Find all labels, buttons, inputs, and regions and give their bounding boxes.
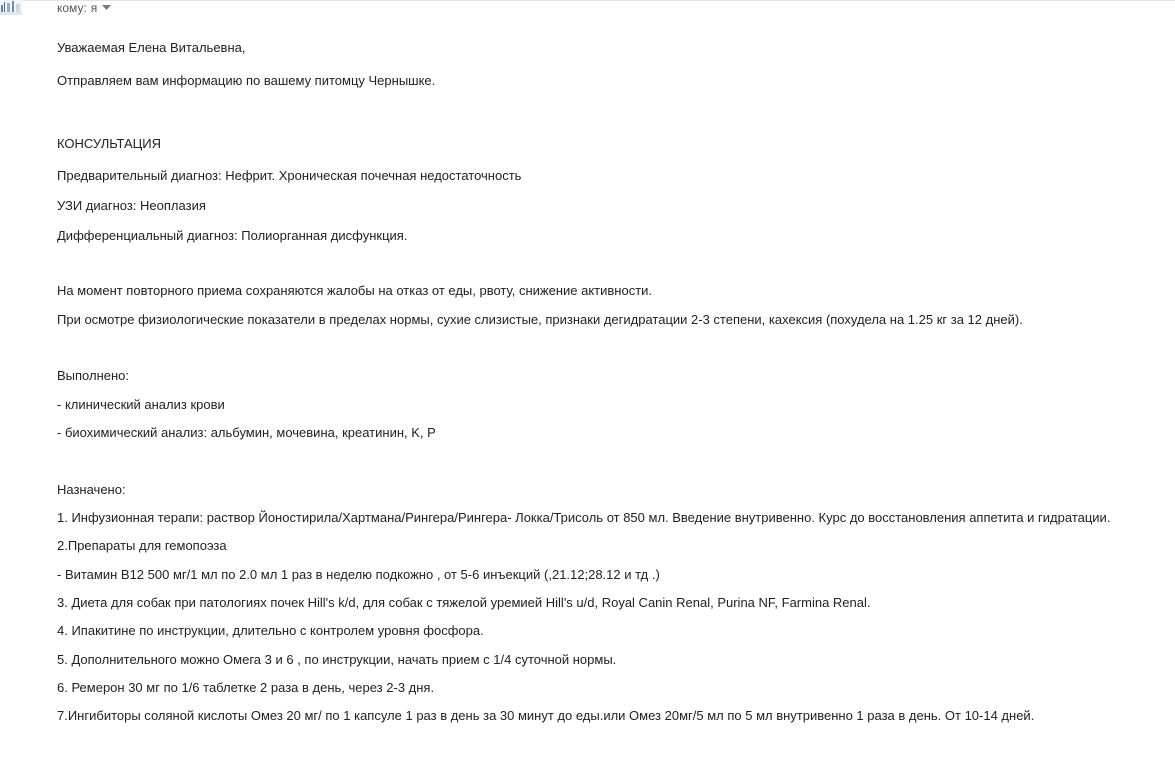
prescription-item: 5. Дополнительного можно Омега 3 и 6 , по инструкции, начать прием с 1/4 суточной нормы.: [57, 652, 617, 667]
differential-diagnosis: Дифференциальный диагноз: Полиорганная дисфункция.: [57, 228, 408, 243]
prescription-item: - Витамин В12 500 мг/1 мл по 2.0 мл 1 раз в неделю подкожно , от 5-6 инъекций (,21.12;28.12 и тд .): [57, 567, 660, 582]
avatar-image: [0, 0, 22, 15]
prescription-item: 2.Препараты для гемопоэза: [57, 538, 227, 553]
prescription-item: 3. Диета для собак при патологиях почек Hill's k/d, для собак с тяжелой уремией Hill's u/d, Royal Canin Renal, Purina NF, Farmina Renal.: [57, 595, 871, 610]
ultrasound-diagnosis: УЗИ диагноз: Неоплазия: [57, 198, 206, 213]
preliminary-diagnosis: Предварительный диагноз: Нефрит. Хроническая почечная недостаточность: [57, 168, 522, 183]
done-item: - клинический анализ крови: [57, 397, 225, 412]
prescribed-title: Назначено:: [57, 482, 126, 497]
caret-down-icon: [102, 5, 111, 11]
header-divider: [0, 0, 1175, 1]
examination-text: При осмотре физиологические показатели в пределах нормы, сухие слизистые, признаки дегидратации 2-3 степени, кахексия (похудела на 1.25 кг за 12 дней).: [57, 312, 1023, 327]
prescription-item: 6. Ремерон 30 мг по 1/6 таблетке 2 раза в день, через 2-3 дня.: [57, 680, 435, 695]
greeting: Уважаемая Елена Витальевна,: [57, 40, 246, 55]
consultation-title: КОНСУЛЬТАЦИЯ: [57, 136, 161, 151]
recipient-name: я: [90, 1, 98, 15]
recipient-line: [57, 0, 111, 16]
recipient-details-toggle[interactable]: [102, 5, 111, 11]
prescription-item: 1. Инфузионная терапи: раствор Йоностирила/Хартмана/Рингера/Рингера- Локка/Трисоль от 850 мл. Введение внутривенно. Курс до восстановления аппетита и гидратации.: [57, 510, 1111, 525]
prescription-item: 4. Ипакитине по инструкции, длительно с контролем уровня фосфора.: [57, 623, 484, 638]
prescription-item: 7.Ингибиторы соляной кислоты Омез 20 мг/ по 1 капсуле 1 раз в день за 30 минут до еды.или Омез 20мг/5 мл по 5 мл внутривенно 1 раза в день. От 10-14 дней.: [57, 708, 1035, 723]
sender-avatar[interactable]: [0, 0, 22, 15]
to-label: кому:: [57, 1, 87, 15]
done-title: Выполнено:: [57, 368, 130, 383]
complaints-text: На момент повторного приема сохраняются жалобы на отказ от еды, рвоту, снижение активности.: [57, 283, 653, 298]
intro-text: Отправляем вам информацию по вашему питомцу Чернышке.: [57, 73, 436, 88]
done-item: - биохимический анализ: альбумин, мочевина, креатинин, K, P: [57, 425, 436, 440]
